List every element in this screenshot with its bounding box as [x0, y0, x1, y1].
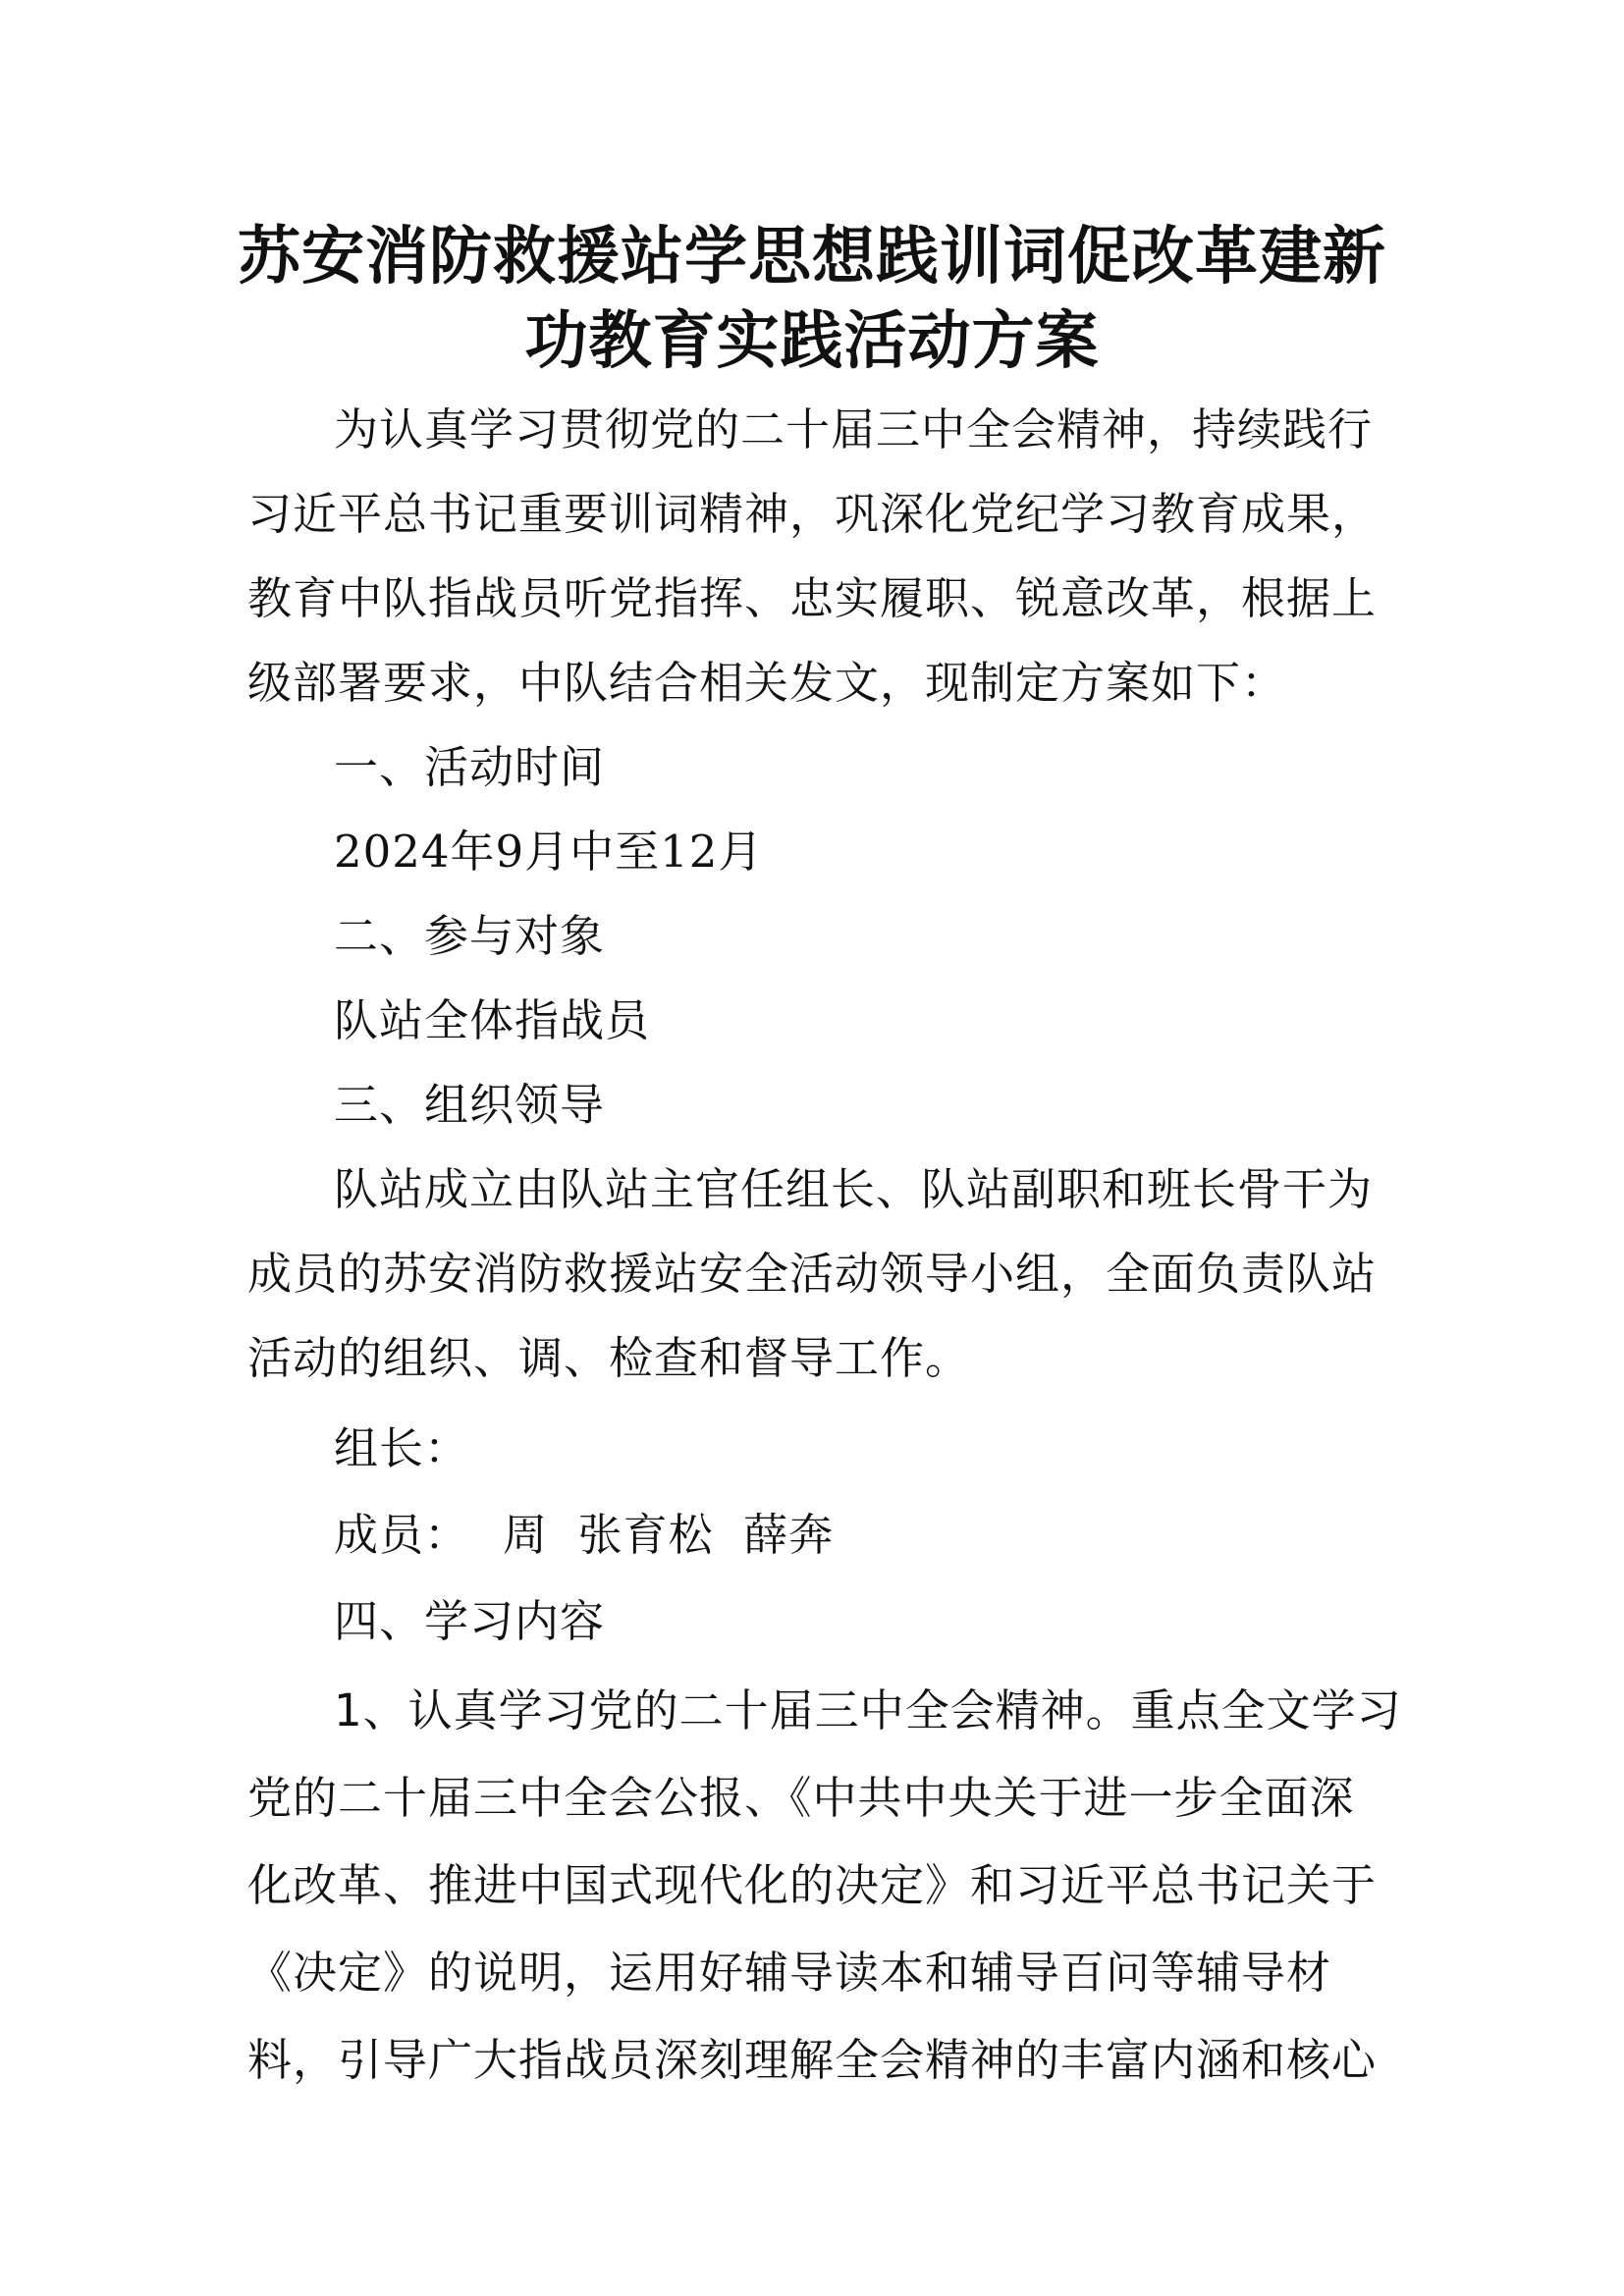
document-title-line-1: 苏安消防救援站学思想践训词促改革建新	[238, 221, 1386, 294]
study-item-1-line-4: 《决定》的说明，运用好辅导读本和辅导百问等辅导材	[247, 1947, 1332, 1999]
study-item-1-line-3: 化改革、推进中国式现代化的决定》和习近平总书记关于	[247, 1859, 1378, 1911]
leadership-line-1: 队站成立由队站主官任组长、队站副职和班长骨干为	[334, 1163, 1374, 1215]
intro-line-4: 级部署要求，中队结合相关发文，现制定方案如下：	[247, 657, 1287, 709]
section-heading-study-content: 四、学习内容	[334, 1595, 606, 1647]
document-title-line-2: 功教育实践活动方案	[524, 305, 1100, 378]
members-names: 周 张育松 薛奔	[503, 1509, 835, 1561]
leader-label: 组长：	[334, 1422, 470, 1474]
participants-value: 队站全体指战员	[334, 994, 651, 1046]
leadership-line-3: 活动的组织、调、检查和督导工作。	[247, 1332, 971, 1384]
intro-line-3: 教育中队指战员听党指挥、忠实履职、锐意改革，根据上	[247, 572, 1378, 624]
intro-line-2: 习近平总书记重要训词精神，巩深化党纪学习教育成果，	[247, 488, 1378, 540]
members-label: 成员：	[334, 1509, 470, 1561]
section-heading-leadership: 三、组织领导	[334, 1079, 606, 1131]
study-item-1-line-5: 料，引导广大指战员深刻理解全会精神的丰富内涵和核心	[247, 2034, 1378, 2086]
intro-line-1: 为认真学习贯彻党的二十届三中全会精神，持续践行	[334, 403, 1374, 455]
activity-time-value: 2024年9月中至12月	[334, 826, 764, 878]
section-heading-time: 一、活动时间	[334, 741, 606, 793]
section-heading-participants: 二、参与对象	[334, 910, 606, 962]
leadership-line-2: 成员的苏安消防救援站安全活动领导小组，全面负责队站	[247, 1248, 1378, 1300]
study-item-1-line-2: 党的二十届三中全会公报、《中共中央关于进一步全面深	[247, 1772, 1355, 1824]
study-item-1-line-1: 1、认真学习党的二十届三中全会精神。重点全文学习	[334, 1684, 1402, 1736]
